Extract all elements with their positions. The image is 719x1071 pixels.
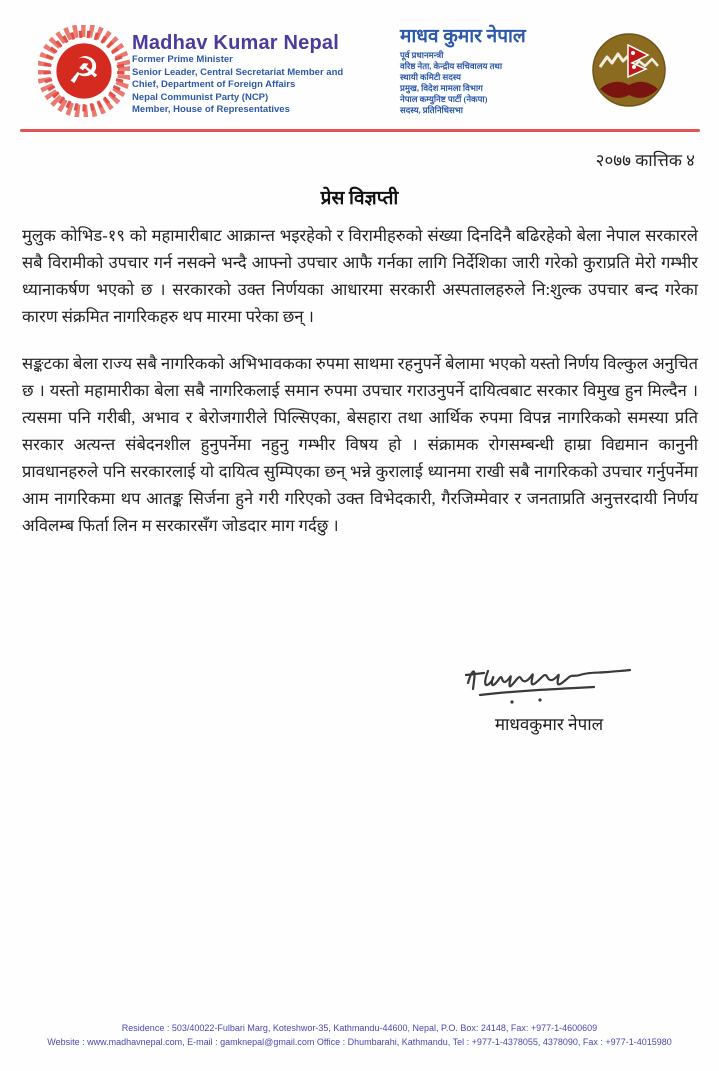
- title-line-nepali: सदस्य, प्रतिनिधिसभा: [400, 105, 463, 115]
- title-line: Former Prime Minister: [132, 54, 233, 65]
- header-nepali-block: [400, 26, 600, 116]
- letterhead: [0, 0, 719, 133]
- paragraph-2: सङ्कटका बेला राज्य सबै नागरिकको अभिभावकका रुपमा साथमा रहनुपर्ने बेलामा भएको यस्तो निर्णय विल्कुल अनुचित छ । यस्तो महामारीका बेला सबै नागरिकलाई समान रुपमा उपचार गराउनुपर्ने दायित्वबाट सरकार विमुख हुन मिल्दैन । त्यसमा पनि गरीबी, अभाव र बेरोजगारीले पिल्सिएका, बेसहारा तथा आर्थिक रुपमा विपन्न नागरिकको समस्या प्रति सरकार अत्यन्त संबेदनशील हुनुपर्नेमा नहुनु गम्भीर विषय हो । संक्रामक रोगसम्बन्धी हाम्रा विद्यमान कानुनी प्रावधानहरुले पनि सरकारलाई यो दायित्व सुम्पिएका छन् भन्ने कुरालाई ध्यानमा राखी सबै नागरिकको उपचार गर्नुपर्नेमा आम नागरिकमा थप आतङ्क सिर्जना हुने गरी गरिएको उक्त विभेदकारी, गैरजिम्मेवार र जनताप्रति अनुत्तरदायी निर्णय अविलम्ब फिर्ता लिन म सरकारसँग जोडदार माग गर्दछु ।: [22, 354, 698, 535]
- title-line: Chief, Department of Foreign Affairs: [132, 79, 296, 90]
- title-line-nepali: वरिष्ठ नेता, केन्द्रीय सचिवालय तथा: [400, 61, 503, 71]
- title-line: Senior Leader, Central Secretariat Member and: [132, 66, 344, 78]
- title-line-nepali: प्रमुख, विदेश मामला विभाग: [400, 83, 483, 93]
- person-name-nepali: माधव कुमार नेपाल: [400, 26, 526, 47]
- person-name-english: Madhav Kumar Nepal: [132, 32, 339, 54]
- header-english-block: [132, 32, 392, 117]
- letter-title: प्रेस विज्ञप्ती: [320, 188, 399, 209]
- header-divider-rule: [20, 129, 700, 132]
- letter-body: [22, 222, 698, 559]
- title-line: Nepal Communist Party (NCP): [132, 91, 269, 103]
- handwritten-signature: [454, 655, 644, 710]
- title-line: Member, House of Representatives: [132, 104, 290, 115]
- communist-party-logo-icon: [38, 25, 130, 117]
- paragraph-1: मुलुक कोभिड-१९ को महामारीबाट आक्रान्त भइरहेको र विरामीहरुको संख्या दिनदिनै बढिरहेको बेला नेपाल सरकारले सबै विरामीको उपचार गर्न नसक्ने भन्दै आफ्नो उपचार आफै गर्नका लागि निर्देशिका जारी गरेको कुराप्रति मेरो गम्भीर ध्यानाकर्षण भएको छ । सरकारको उक्त निर्णयका आधारमा सरकारी अस्पतालहरुले नि:शुल्क उपचार बन्द गरेका कारण संक्रमित नागरिकहरु थप मारमा परेका छन् ।: [22, 226, 698, 326]
- title-line-nepali: पूर्व प्रधानमन्त्री: [400, 50, 444, 60]
- letter-date: २०७७ कात्तिक ४: [595, 151, 695, 170]
- svg-text:☭: ☭: [67, 48, 101, 92]
- footer-residence-line: Residence : 503/40022-Fulbari Marg, Koteshwor-35, Kathmandu-44600, Nepal, P.O. Box: 24148, Fax: +977-1-4600609: [121, 1023, 598, 1033]
- signatory-name: माधवकुमार नेपाल: [494, 715, 604, 734]
- signature-block: [434, 655, 664, 735]
- title-line-nepali: स्थायी कमिटी सदस्य: [400, 72, 461, 82]
- title-line-nepali: नेपाल कम्युनिष्ट पार्टी (नेकपा): [400, 94, 488, 104]
- nepal-flag-emblem-icon: [592, 33, 666, 107]
- letterhead-footer: [0, 1021, 719, 1049]
- footer-contact-line: Website : www.madhavnepal.com, E-mail : gamknepal@gmail.com Office : Dhumbarahi, Kathmandu, Tel : +977-1-4378055, 4378090, Fax : +977-1-4015980: [47, 1037, 672, 1047]
